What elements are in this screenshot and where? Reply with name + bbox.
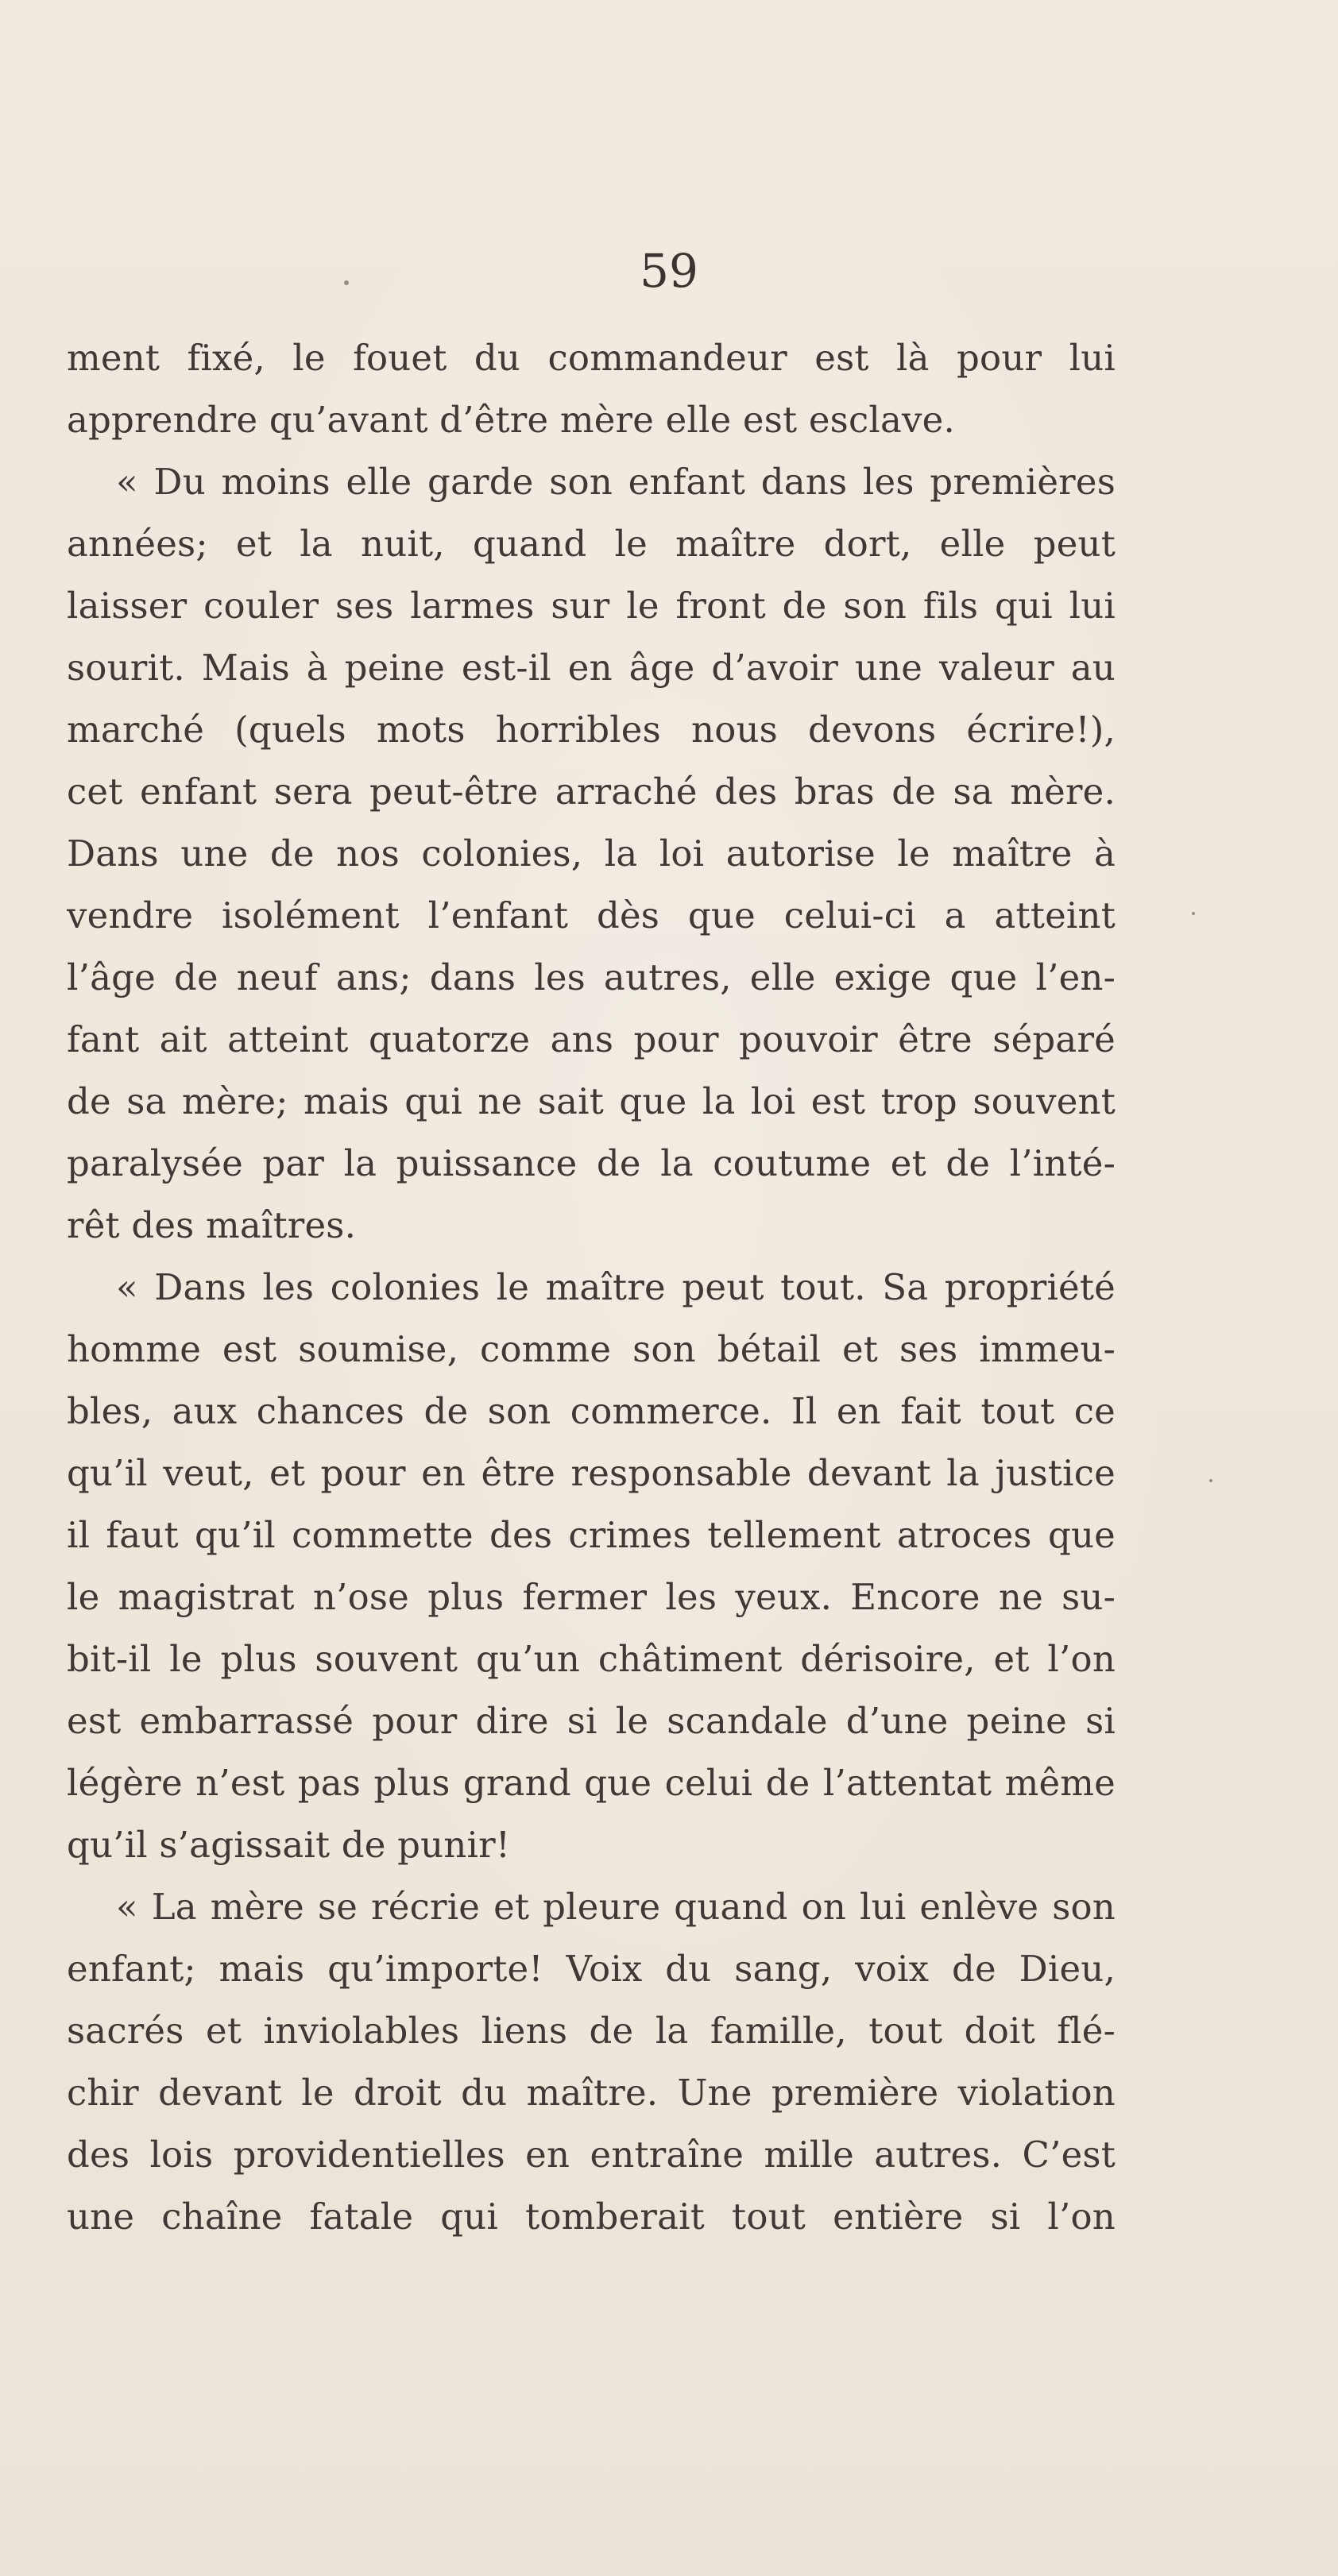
text-line: sourit. Mais à peine est-il en âge d’avoir une valeur au (67, 647, 1116, 689)
text-line: ment fixé, le fouet du commandeur est là pour lui (67, 337, 1116, 379)
text-line: marché (quels mots horribles nous devons écrire!), (67, 709, 1116, 751)
text-line: des lois providentielles en entraîne mille autres. C’est (67, 2134, 1116, 2176)
text-line: rêt des maîtres. (67, 1204, 357, 1246)
text-line: l’âge de neuf ans; dans les autres, elle exige que l’en- (67, 956, 1116, 998)
text-line: « La mère se récrie et pleure quand on lui enlève son (116, 1886, 1116, 1928)
text-line: bles, aux chances de son commerce. Il en fait tout ce (67, 1390, 1116, 1432)
text-line: vendre isolément l’enfant dès que celui-ci a atteint (67, 894, 1116, 937)
text-line: il faut qu’il commette des crimes tellement atroces que (67, 1514, 1116, 1556)
text-line: « Du moins elle garde son enfant dans les premières (116, 461, 1116, 503)
text-line: cet enfant sera peut-être arraché des bras de sa mère. (67, 770, 1116, 813)
text-line: est embarrassé pour dire si le scandale d’une peine si (67, 1700, 1116, 1742)
text-line: homme est soumise, comme son bétail et ses immeu- (67, 1328, 1116, 1370)
text-line: une chaîne fatale qui tomberait tout entière si l’on (67, 2196, 1116, 2238)
text-line: Dans une de nos colonies, la loi autorise le maître à (67, 832, 1116, 875)
body-text (67, 327, 1116, 2248)
text-line: laisser couler ses larmes sur le front de son fils qui lui (67, 585, 1116, 627)
text-line: légère n’est pas plus grand que celui de l’attentat même (67, 1762, 1116, 1804)
text-line: enfant; mais qu’importe! Voix du sang, voix de Dieu, (67, 1948, 1116, 1990)
text-line: bit-il le plus souvent qu’un châtiment dérisoire, et l’on (67, 1638, 1116, 1680)
text-line: chir devant le droit du maître. Une première violation (67, 2072, 1116, 2114)
text-line: qu’il s’agissait de punir! (67, 1824, 511, 1866)
page-number: 59 (640, 244, 698, 298)
text-line: de sa mère; mais qui ne sait que la loi est trop souvent (67, 1080, 1116, 1122)
text-line: fant ait atteint quatorze ans pour pouvoir être séparé (67, 1018, 1116, 1060)
text-line: sacrés et inviolables liens de la famille, tout doit flé- (67, 2010, 1116, 2052)
text-line: qu’il veut, et pour en être responsable devant la justice (67, 1452, 1116, 1494)
text-line: apprendre qu’avant d’être mère elle est esclave. (67, 399, 955, 441)
text-line: paralysée par la puissance de la coutume et de l’inté- (67, 1142, 1116, 1184)
text-line: le magistrat n’ose plus fermer les yeux. Encore ne su- (67, 1576, 1116, 1618)
paper-speck (1209, 1479, 1212, 1482)
text-line: « Dans les colonies le maître peut tout. Sa propriété (116, 1266, 1116, 1308)
text-line: années; et la nuit, quand le maître dort, elle peut (67, 523, 1116, 565)
paper-speck (1192, 912, 1195, 915)
